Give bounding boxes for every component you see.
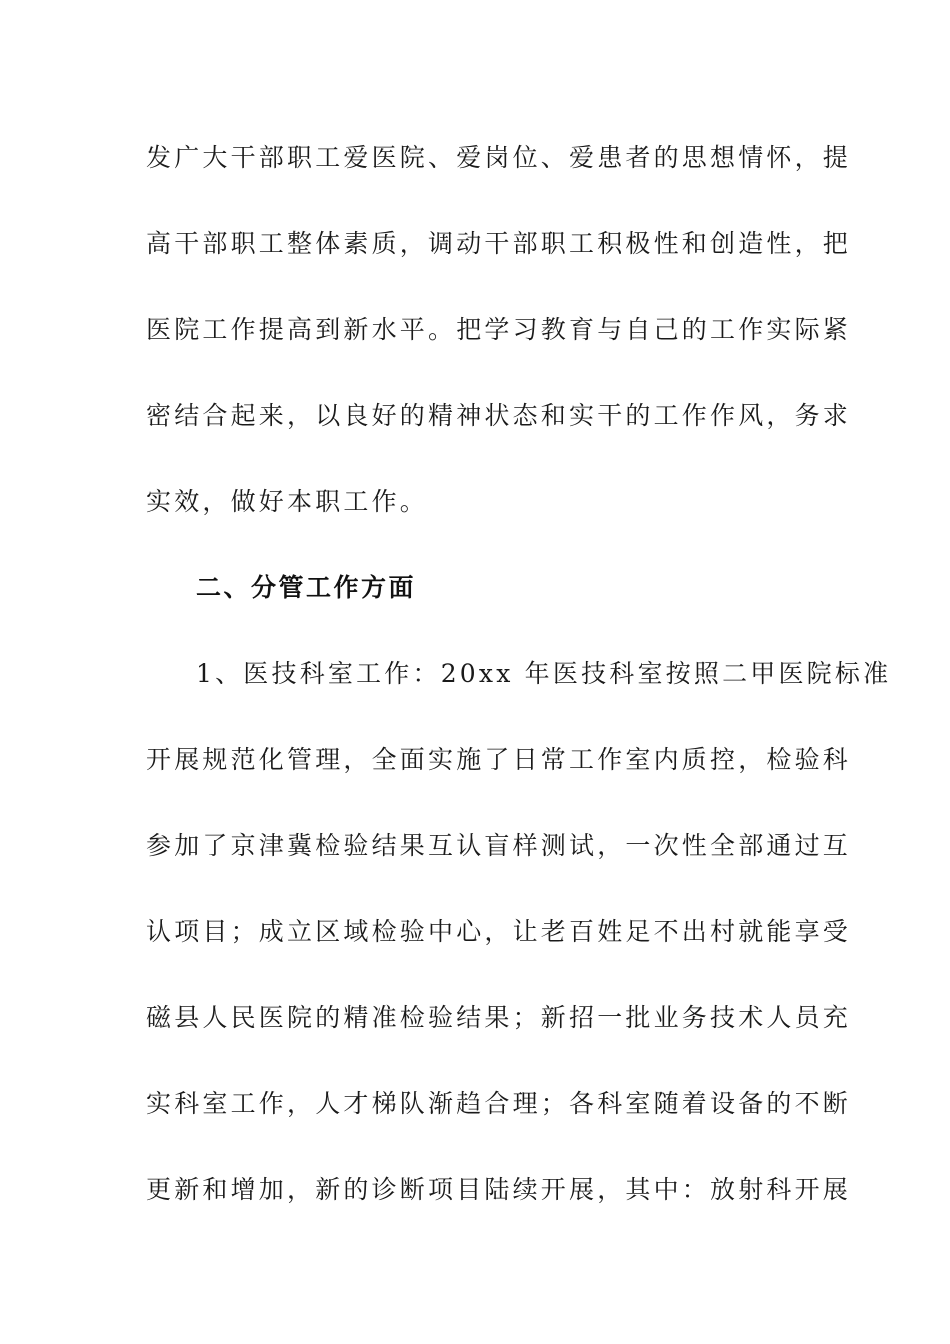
paragraph-line: 医院工作提高到新水平。把学习教育与自己的工作实际紧 [146, 315, 852, 344]
paragraph-line: 实科室工作，人才梯队渐趋合理；各科室随着设备的不断 [146, 1089, 852, 1118]
paragraph-line: 高干部职工整体素质，调动干部职工积极性和创造性，把 [146, 229, 852, 258]
section-heading: 二、分管工作方面 [196, 573, 417, 602]
paragraph-line: 1、医技科室工作：20xx 年医技科室按照二甲医院标准 [196, 659, 892, 688]
paragraph-line: 实效，做好本职工作。 [146, 487, 429, 516]
paragraph-line: 开展规范化管理，全面实施了日常工作室内质控，检验科 [146, 745, 852, 774]
paragraph-line: 密结合起来，以良好的精神状态和实干的工作作风，务求 [146, 401, 852, 430]
paragraph-line: 磁县人民医院的精准检验结果；新招一批业务技术人员充 [146, 1003, 852, 1032]
paragraph-line: 参加了京津冀检验结果互认盲样测试，一次性全部通过互 [146, 831, 852, 860]
paragraph-line: 认项目；成立区域检验中心，让老百姓足不出村就能享受 [146, 917, 852, 946]
paragraph-line: 发广大干部职工爱医院、爱岗位、爱患者的思想情怀，提 [146, 143, 852, 172]
paragraph-line: 更新和增加，新的诊断项目陆续开展，其中：放射科开展 [146, 1175, 852, 1204]
